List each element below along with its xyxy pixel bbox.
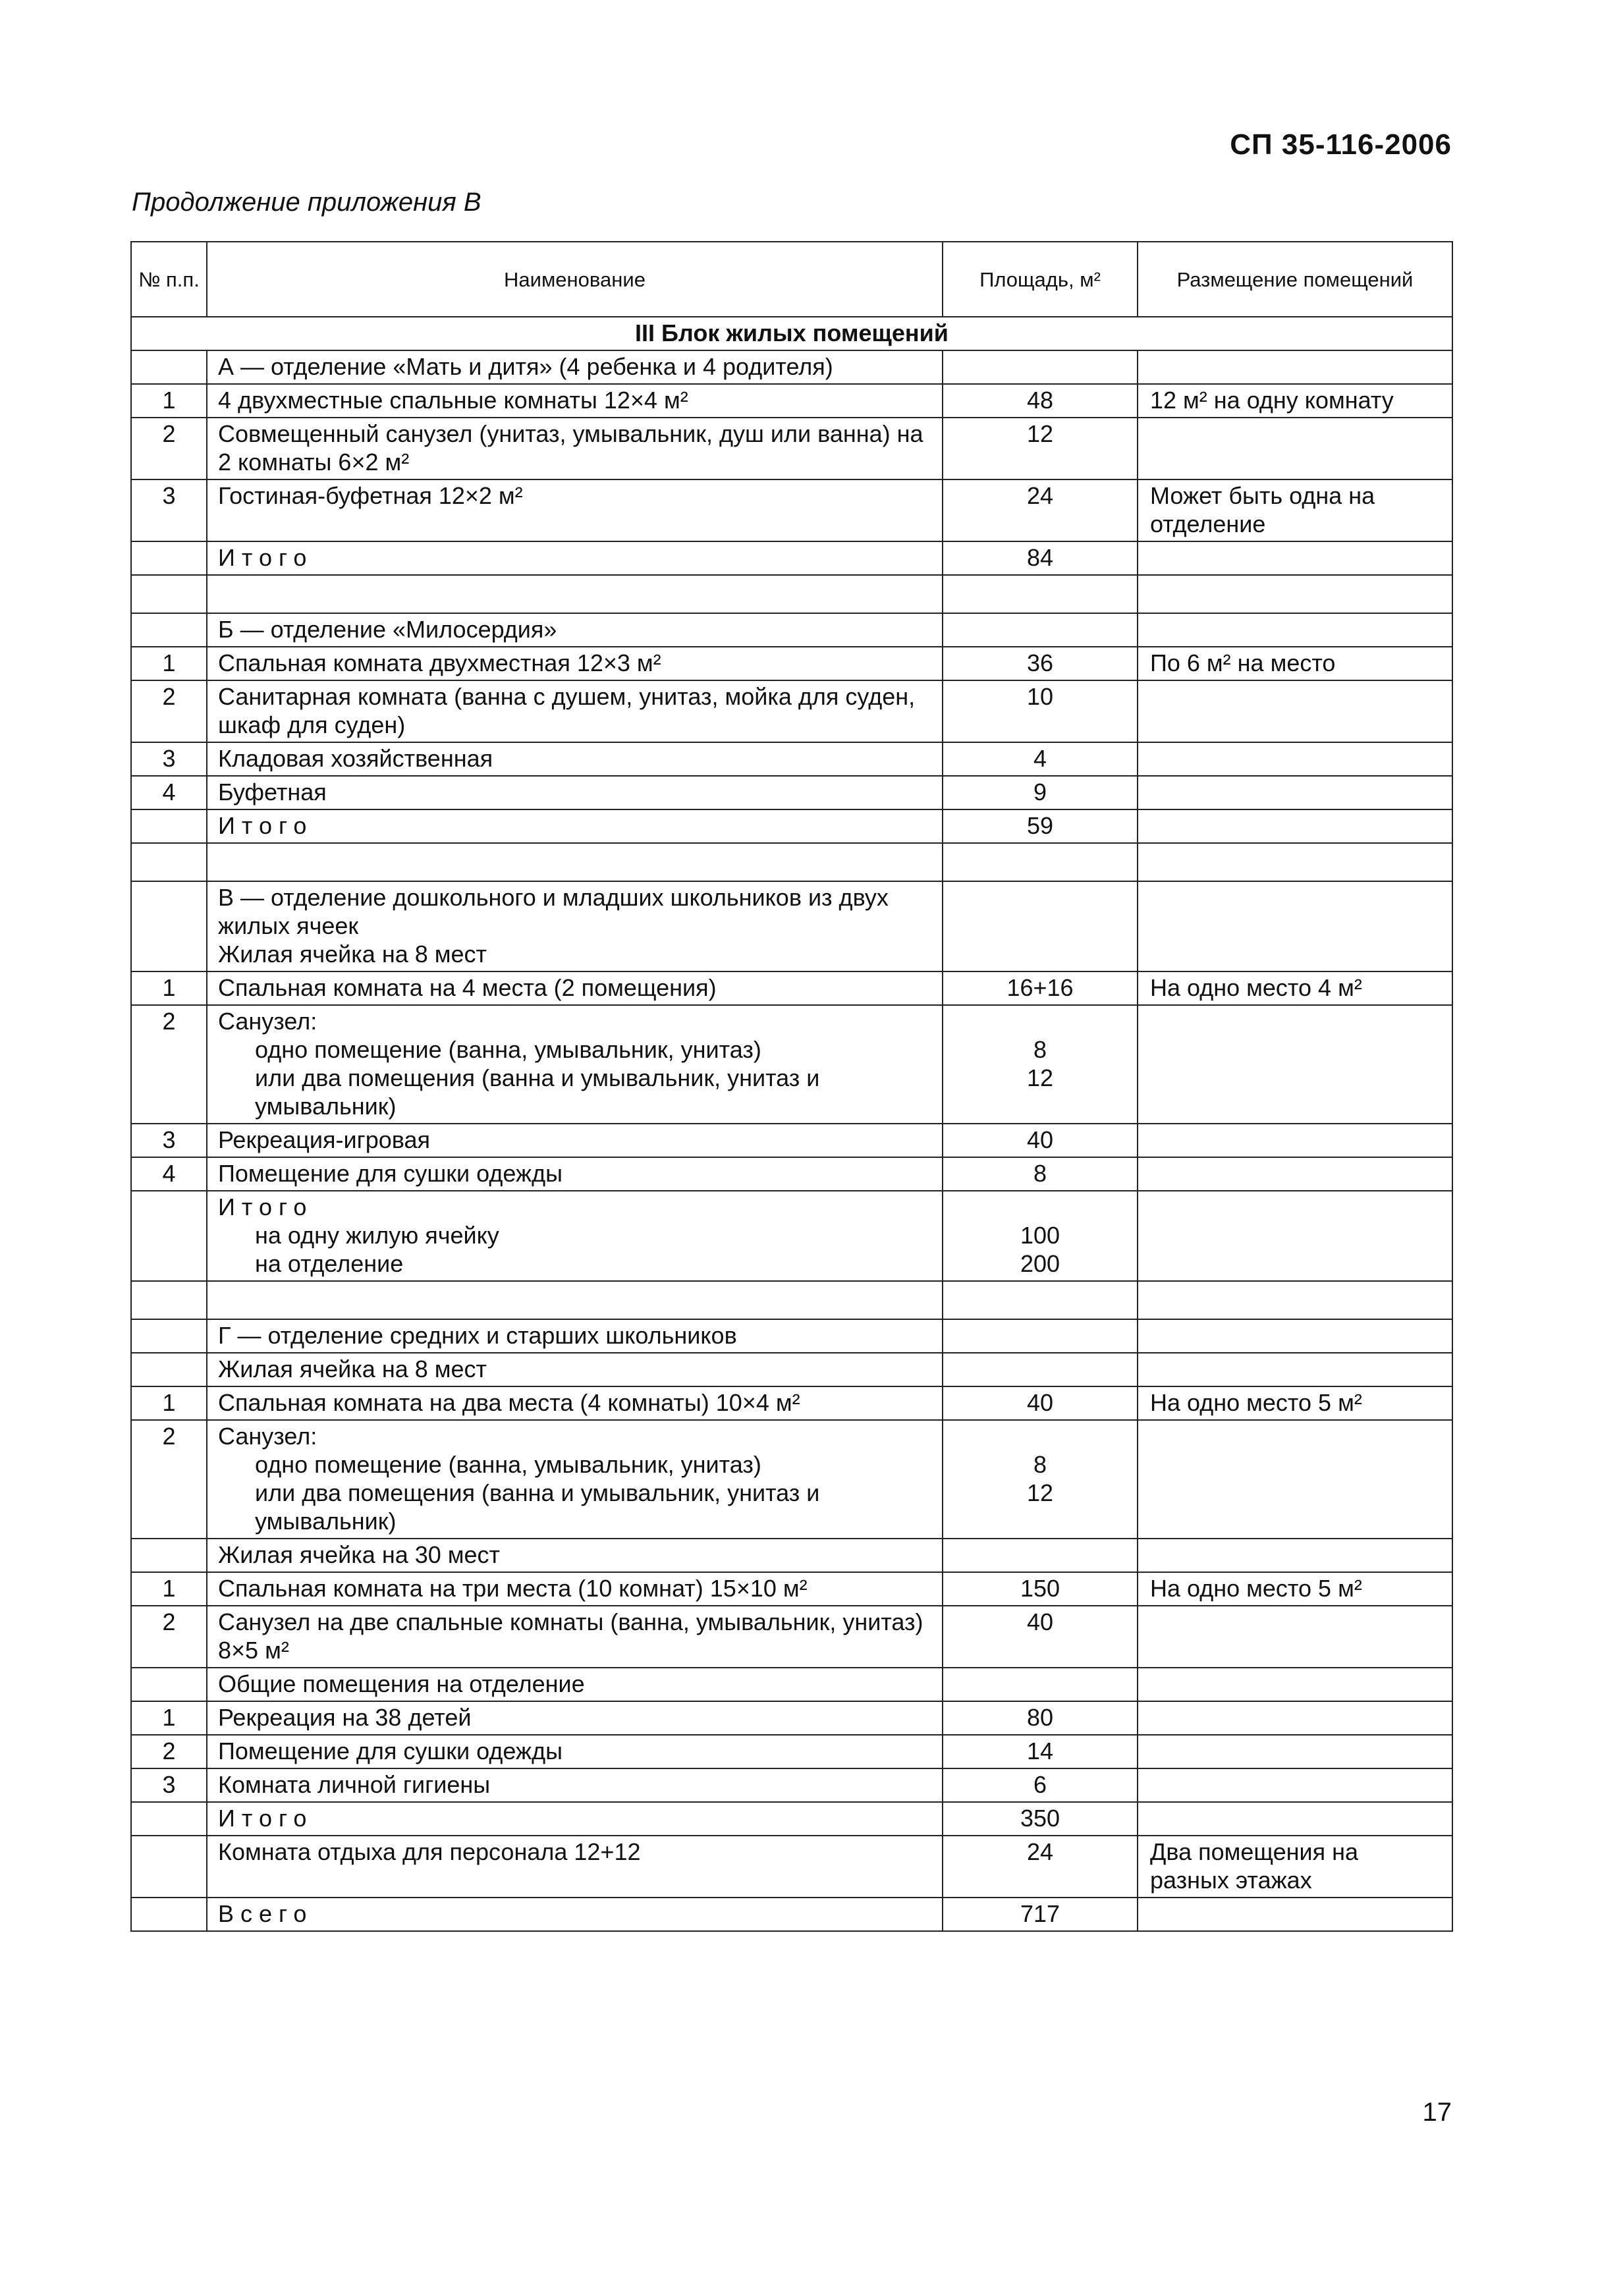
cell-number: [131, 575, 207, 613]
cell-name: [207, 1606, 943, 1668]
cell-placement: На одно место 5 м²: [1138, 1386, 1452, 1420]
name-line: В — отделение дошкольного и младших школьников из двух жилых ячеек: [218, 884, 889, 939]
cell-area: 14: [943, 1735, 1138, 1768]
area-line: 8: [1033, 1036, 1047, 1063]
total-label: Итого: [218, 1805, 314, 1832]
cell-name: [207, 1005, 943, 1124]
cell-placement: [1138, 1319, 1452, 1353]
name-text: Рекреация на 38 детей: [218, 1704, 472, 1731]
cell-placement: Может быть одна на отделение: [1138, 479, 1452, 541]
cell-name: [207, 613, 943, 647]
cell-placement: [1138, 1420, 1452, 1539]
cell-number: 2: [131, 1005, 207, 1124]
area-line: [954, 1422, 1126, 1450]
cell-area: 12: [943, 418, 1138, 479]
cell-number: [131, 881, 207, 971]
cell-area: [943, 1319, 1138, 1353]
cell-name: [207, 384, 943, 418]
cell-name: [207, 742, 943, 776]
cell-name: [207, 479, 943, 541]
table-row: [131, 541, 1452, 575]
cell-number: [131, 1319, 207, 1353]
cell-placement: 12 м² на одну комнату: [1138, 384, 1452, 418]
cell-placement: [1138, 1735, 1452, 1768]
cell-number: 4: [131, 1157, 207, 1191]
cell-area: 4: [943, 742, 1138, 776]
cell-name: [207, 1539, 943, 1572]
cell-name: [207, 1420, 943, 1539]
name-subline: одно помещение (ванна, умывальник, унитаз): [255, 1451, 761, 1478]
cell-number: [131, 1281, 207, 1319]
name-text: Б — отделение «Милосердия»: [218, 616, 557, 643]
cell-name: [207, 1124, 943, 1157]
table-row: [131, 1898, 1452, 1931]
cell-name: [207, 1572, 943, 1606]
cell-number: 1: [131, 971, 207, 1005]
table-row: [131, 1005, 1452, 1124]
cell-area: 40: [943, 1386, 1138, 1420]
cell-number: [131, 1898, 207, 1931]
cell-area: [943, 350, 1138, 384]
cell-placement: [1138, 1005, 1452, 1124]
continuation-caption: Продолжение приложения В: [132, 188, 481, 217]
cell-number: 3: [131, 742, 207, 776]
document-code: СП 35-116-2006: [1230, 128, 1452, 161]
cell-placement: На одно место 4 м²: [1138, 971, 1452, 1005]
cell-name: [207, 1281, 943, 1319]
total-label: Итого: [218, 1193, 314, 1220]
name-text: Санузел:: [218, 1008, 317, 1035]
table-row: [131, 742, 1452, 776]
name-text: Рекреация-игровая: [218, 1126, 430, 1153]
name-text: Кладовая хозяйственная: [218, 745, 493, 772]
cell-placement: [1138, 1668, 1452, 1701]
table-row: [131, 1668, 1452, 1701]
cell-placement: [1138, 809, 1452, 843]
cell-area: [943, 1668, 1138, 1701]
table-row: [131, 384, 1452, 418]
cell-placement: [1138, 1124, 1452, 1157]
cell-name: [207, 1191, 943, 1281]
cell-area: 80: [943, 1701, 1138, 1735]
cell-placement: [1138, 541, 1452, 575]
cell-area: 16+16: [943, 971, 1138, 1005]
area-line: [954, 1193, 1126, 1221]
cell-number: 2: [131, 418, 207, 479]
cell-area: 8: [943, 1157, 1138, 1191]
cell-name: [207, 1802, 943, 1836]
table-row: [131, 1802, 1452, 1836]
cell-name: [207, 1768, 943, 1802]
name-text: Спальная комната двухместная 12×3 м²: [218, 649, 661, 676]
table-row: [131, 1420, 1452, 1539]
table-row: [131, 1768, 1452, 1802]
cell-placement: [1138, 1539, 1452, 1572]
area-line: 100: [1020, 1222, 1060, 1249]
cell-number: [131, 1802, 207, 1836]
cell-number: 3: [131, 1768, 207, 1802]
name-text: Г — отделение средних и старших школьников: [218, 1322, 737, 1349]
table-row: [131, 1353, 1452, 1386]
table-row: [131, 575, 1452, 613]
cell-name: [207, 575, 943, 613]
cell-placement: [1138, 1157, 1452, 1191]
name-text: Гостиная-буфетная 12×2 м²: [218, 482, 523, 509]
cell-area: 10: [943, 680, 1138, 742]
cell-area: [943, 613, 1138, 647]
name-text: Помещение для сушки одежды: [218, 1160, 563, 1187]
name-text: Комната личной гигиены: [218, 1771, 491, 1798]
cell-area: [943, 1353, 1138, 1386]
table-row: [131, 418, 1452, 479]
cell-area: 84: [943, 541, 1138, 575]
name-text: 4 двухместные спальные комнаты 12×4 м²: [218, 387, 688, 414]
cell-placement: [1138, 350, 1452, 384]
cell-name: [207, 971, 943, 1005]
table-row: [131, 1157, 1452, 1191]
table-row: [131, 1539, 1452, 1572]
table-row: [131, 350, 1452, 384]
cell-number: 2: [131, 1606, 207, 1668]
table-row: [131, 680, 1452, 742]
name-text: Жилая ячейка на 30 мест: [218, 1541, 501, 1568]
cell-number: 1: [131, 1572, 207, 1606]
area-line: 200: [1020, 1250, 1060, 1277]
total-label: Итого: [218, 544, 314, 571]
cell-name: [207, 776, 943, 809]
cell-placement: [1138, 680, 1452, 742]
cell-placement: [1138, 742, 1452, 776]
name-text: Общие помещения на отделение: [218, 1670, 585, 1697]
cell-number: 4: [131, 776, 207, 809]
cell-number: [131, 1353, 207, 1386]
table-row: [131, 1606, 1452, 1668]
cell-area: 40: [943, 1606, 1138, 1668]
cell-area: [943, 1539, 1138, 1572]
cell-number: [131, 541, 207, 575]
cell-placement: [1138, 776, 1452, 809]
cell-number: [131, 1539, 207, 1572]
cell-number: [131, 613, 207, 647]
cell-name: [207, 1898, 943, 1931]
cell-name: [207, 1353, 943, 1386]
table-row: [131, 776, 1452, 809]
col-header-placement: Размещение помещений: [1138, 242, 1452, 317]
table-row: [131, 971, 1452, 1005]
cell-name: [207, 1319, 943, 1353]
cell-area: [943, 881, 1138, 971]
area-line: [954, 1007, 1126, 1035]
cell-placement: [1138, 843, 1452, 881]
area-line: 12: [1026, 1064, 1054, 1091]
col-header-area: Площадь, м²: [943, 242, 1138, 317]
table-row: [131, 647, 1452, 680]
cell-placement: [1138, 1701, 1452, 1735]
cell-name: [207, 1701, 943, 1735]
table-row: [131, 1124, 1452, 1157]
table-row: [131, 881, 1452, 971]
table-row: [131, 1319, 1452, 1353]
cell-number: 2: [131, 680, 207, 742]
name-line: Жилая ячейка на 8 мест: [218, 941, 487, 968]
cell-placement: [1138, 575, 1452, 613]
cell-name: [207, 1386, 943, 1420]
cell-placement: [1138, 1191, 1452, 1281]
cell-number: 1: [131, 1386, 207, 1420]
name-text: А — отделение «Мать и дитя» (4 ребенка и 4 родителя): [218, 353, 833, 380]
cell-number: [131, 843, 207, 881]
table-body: [131, 317, 1452, 1931]
cell-number: [131, 1668, 207, 1701]
table-row: [131, 1281, 1452, 1319]
table-row: [131, 1386, 1452, 1420]
cell-placement: Два помещения на разных этажах: [1138, 1836, 1452, 1898]
cell-area: 24: [943, 479, 1138, 541]
cell-area: [943, 1420, 1138, 1539]
cell-area: 24: [943, 1836, 1138, 1898]
cell-placement: [1138, 1281, 1452, 1319]
name-subline: на одну жилую ячейку: [255, 1222, 499, 1249]
cell-name: [207, 1668, 943, 1701]
table-row: [131, 317, 1452, 350]
name-text: Помещение для сушки одежды: [218, 1737, 563, 1764]
cell-placement: [1138, 1768, 1452, 1802]
cell-number: 1: [131, 384, 207, 418]
cell-number: [131, 1836, 207, 1898]
cell-number: 3: [131, 479, 207, 541]
name-text: Спальная комната на 4 места (2 помещения): [218, 974, 717, 1001]
name-text: Спальная комната на два места (4 комнаты) 10×4 м²: [218, 1389, 800, 1416]
cell-area: 48: [943, 384, 1138, 418]
cell-area: 59: [943, 809, 1138, 843]
cell-area: 40: [943, 1124, 1138, 1157]
cell-number: 1: [131, 1701, 207, 1735]
table-row: [131, 843, 1452, 881]
cell-name: [207, 350, 943, 384]
cell-area: [943, 1005, 1138, 1124]
cell-name: [207, 680, 943, 742]
cell-number: 2: [131, 1420, 207, 1539]
cell-name: [207, 809, 943, 843]
name-subline: или два помещения (ванна и умывальник, унитаз и умывальник): [255, 1479, 820, 1535]
cell-area: 150: [943, 1572, 1138, 1606]
cell-area: [943, 1191, 1138, 1281]
cell-number: 3: [131, 1124, 207, 1157]
cell-number: [131, 350, 207, 384]
table-row: [131, 809, 1452, 843]
cell-area: 717: [943, 1898, 1138, 1931]
cell-area: [943, 575, 1138, 613]
section-title: III Блок жилых помещений: [131, 317, 1452, 350]
total-label: Итого: [218, 812, 314, 839]
name-text: Спальная комната на три места (10 комнат) 15×10 м²: [218, 1575, 808, 1602]
cell-area: 6: [943, 1768, 1138, 1802]
table-row: [131, 1572, 1452, 1606]
name-text: Санитарная комната (ванна с душем, унитаз, мойка для суден, шкаф для суден): [218, 683, 916, 738]
name-text: Санузел:: [218, 1423, 317, 1450]
cell-placement: [1138, 1606, 1452, 1668]
cell-placement: По 6 м² на место: [1138, 647, 1452, 680]
cell-name: [207, 881, 943, 971]
cell-area: 9: [943, 776, 1138, 809]
cell-name: [207, 843, 943, 881]
cell-placement: На одно место 5 м²: [1138, 1572, 1452, 1606]
area-line: 12: [1026, 1479, 1054, 1506]
col-header-name: Наименование: [207, 242, 943, 317]
name-text: Совмещенный санузел (унитаз, умывальник, душ или ванна) на 2 комнаты 6×2 м²: [218, 420, 923, 476]
cell-area: [943, 1281, 1138, 1319]
cell-placement: [1138, 1802, 1452, 1836]
table-header-row: [131, 242, 1452, 317]
cell-name: [207, 647, 943, 680]
table-row: [131, 1735, 1452, 1768]
table-row: [131, 1701, 1452, 1735]
cell-name: [207, 1735, 943, 1768]
cell-placement: [1138, 1353, 1452, 1386]
cell-placement: [1138, 881, 1452, 971]
table-row: [131, 1836, 1452, 1898]
name-subline: или два помещения (ванна и умывальник, унитаз и умывальник): [255, 1064, 820, 1120]
cell-name: [207, 418, 943, 479]
cell-placement: [1138, 613, 1452, 647]
table-row: [131, 1191, 1452, 1281]
page-number: 17: [1422, 2098, 1452, 2127]
name-text: Санузел на две спальные комнаты (ванна, умывальник, унитаз) 8×5 м²: [218, 1608, 923, 1664]
table-row: [131, 479, 1452, 541]
col-header-number: № п.п.: [131, 242, 207, 317]
rooms-table: [130, 241, 1453, 1932]
cell-placement: [1138, 418, 1452, 479]
cell-number: 2: [131, 1735, 207, 1768]
cell-area: [943, 843, 1138, 881]
cell-number: [131, 1191, 207, 1281]
cell-number: 1: [131, 647, 207, 680]
total-label: Всего: [218, 1900, 314, 1927]
cell-area: 36: [943, 647, 1138, 680]
name-subline: на отделение: [255, 1250, 404, 1277]
name-text: Комната отдыха для персонала 12+12: [218, 1838, 641, 1865]
cell-number: [131, 809, 207, 843]
cell-name: [207, 541, 943, 575]
name-text: Буфетная: [218, 779, 327, 806]
cell-name: [207, 1836, 943, 1898]
cell-placement: [1138, 1898, 1452, 1931]
area-line: 8: [1033, 1451, 1047, 1478]
cell-name: [207, 1157, 943, 1191]
name-subline: одно помещение (ванна, умывальник, унитаз): [255, 1036, 761, 1063]
table-row: [131, 613, 1452, 647]
cell-area: 350: [943, 1802, 1138, 1836]
name-text: Жилая ячейка на 8 мест: [218, 1355, 487, 1382]
